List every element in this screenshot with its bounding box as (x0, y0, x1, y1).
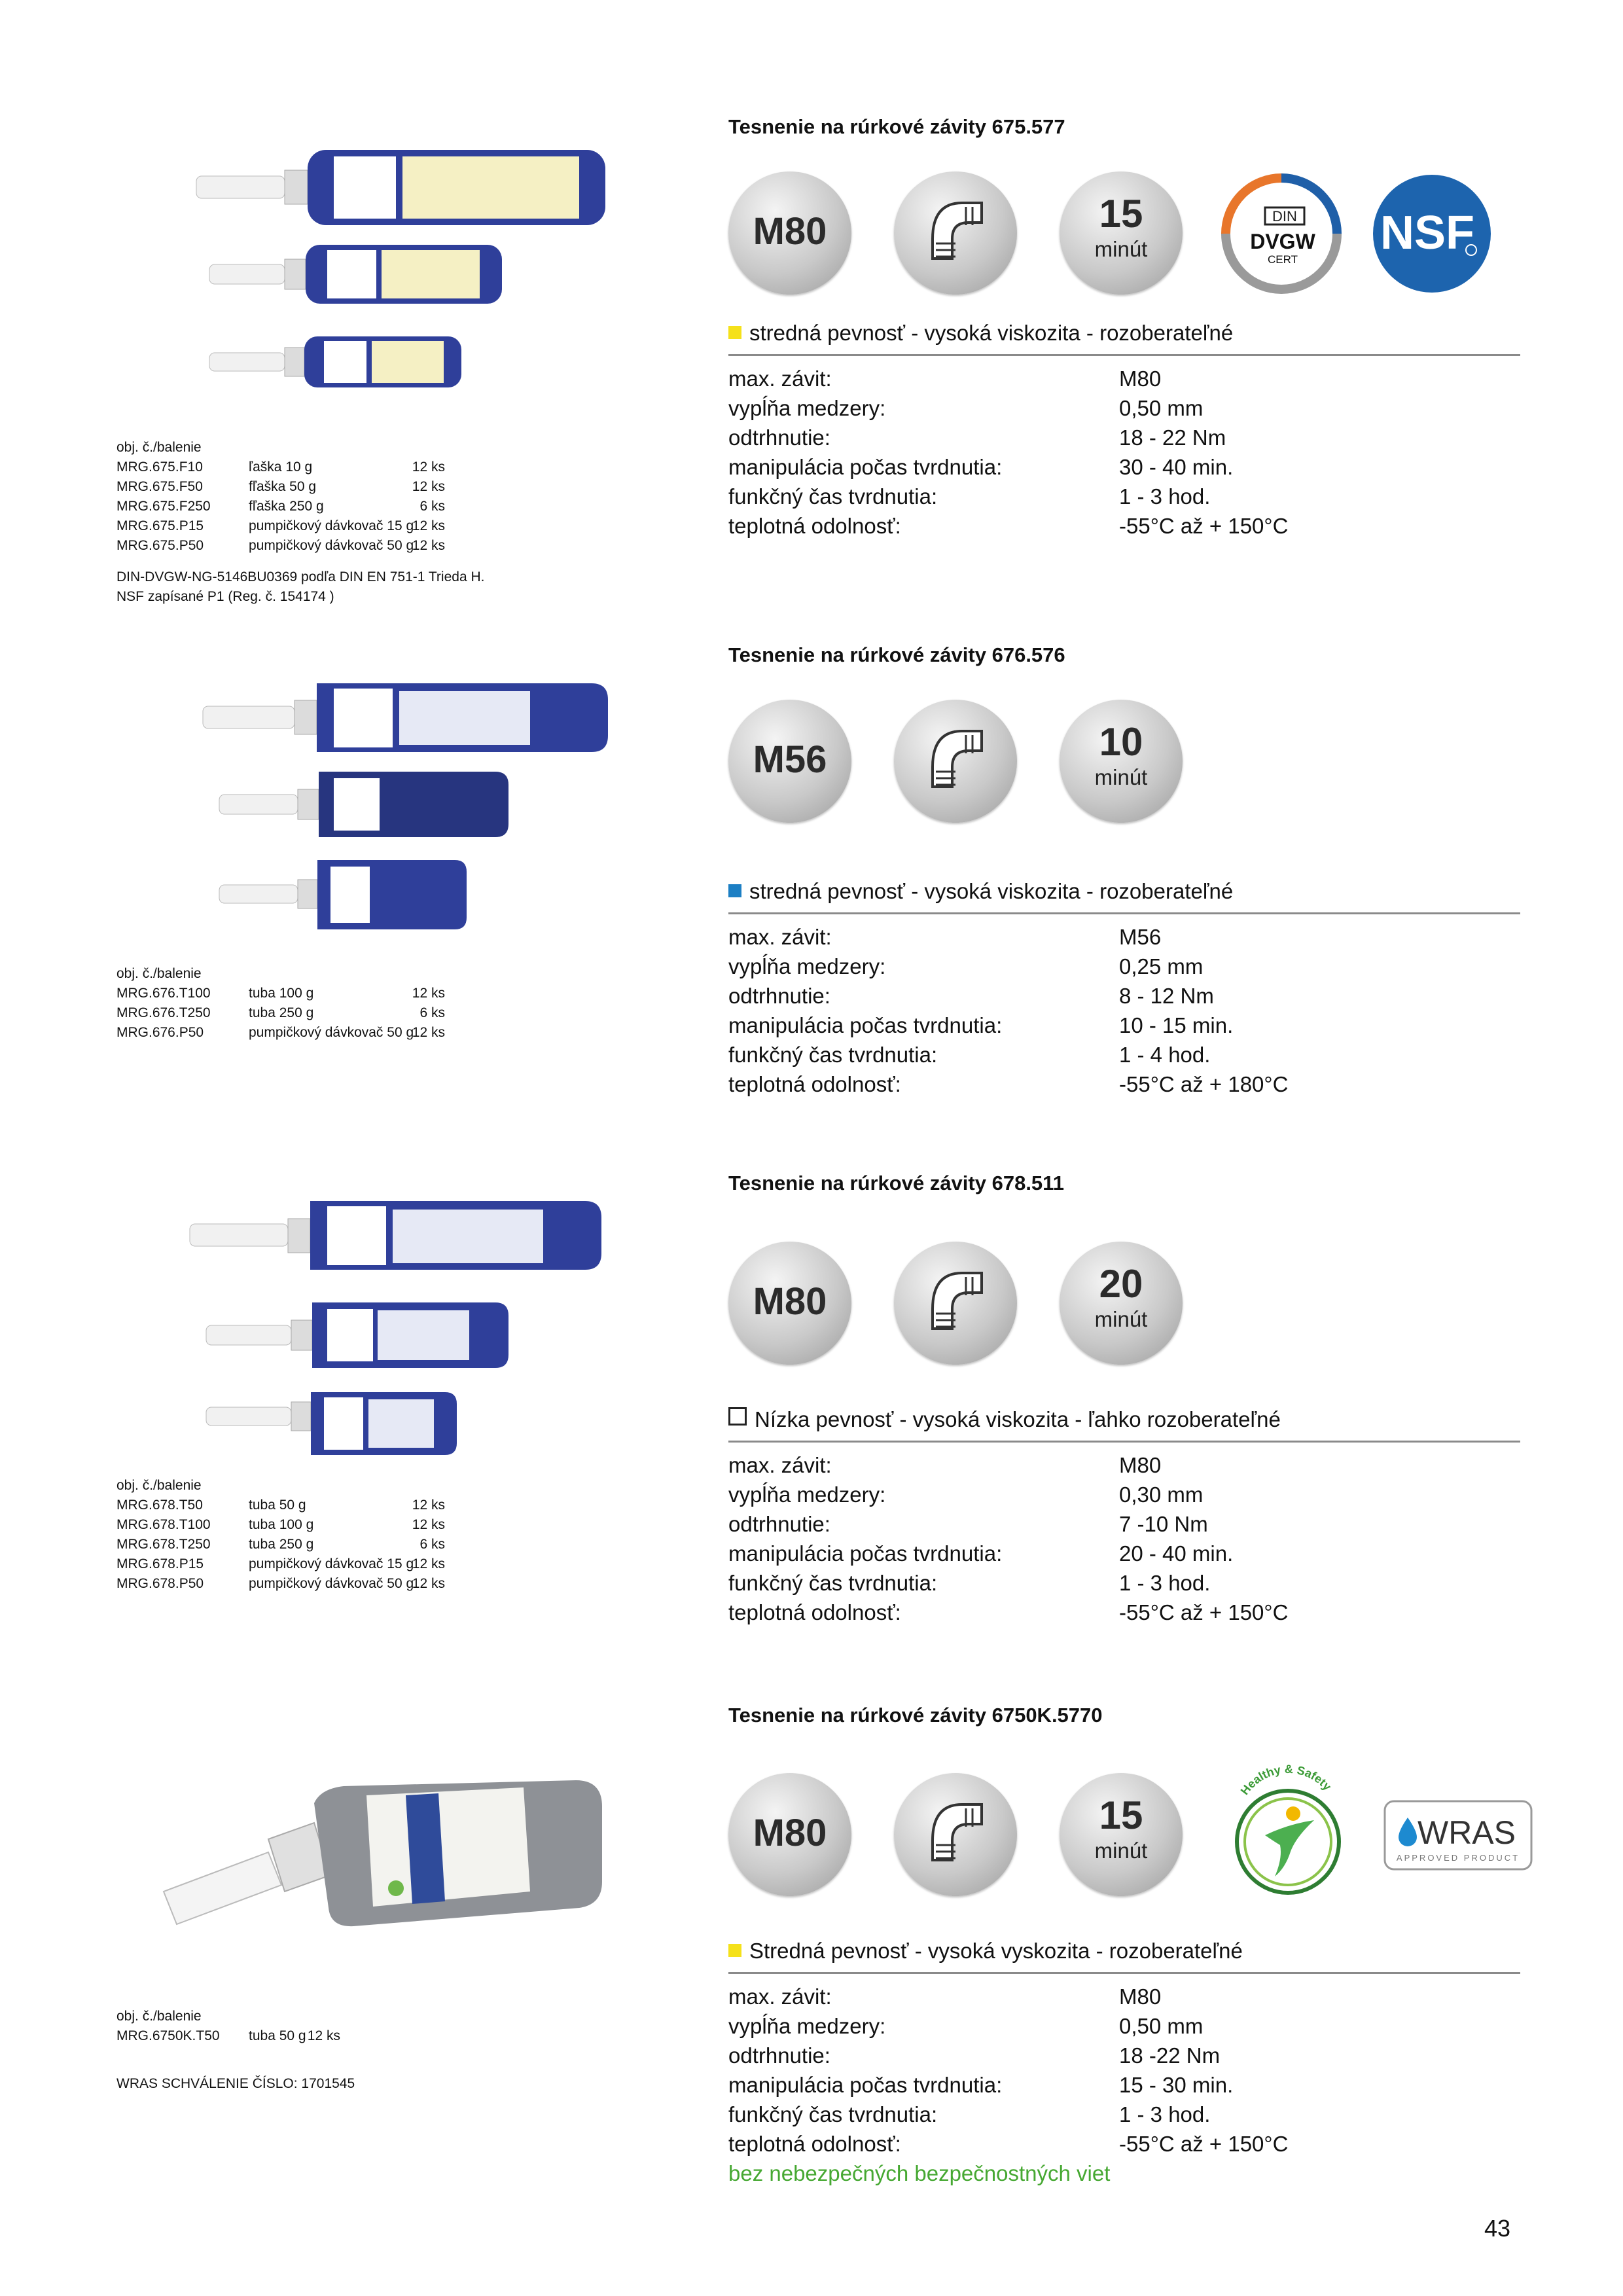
pipe-elbow-icon (894, 700, 1017, 823)
divider (728, 354, 1520, 356)
spec-row: vypĺňa medzery: 0,50 mm (728, 2014, 1204, 2038)
strength-line: Stredná pevnosť - vysoká vyskozita - rozoberateľné (728, 1939, 1243, 1964)
spec-row: max. závit: M80 (728, 1984, 1162, 2009)
product-bottles-image (187, 147, 612, 422)
spec-row: odtrhnutie: 18 - 22 Nm (728, 425, 1226, 450)
healthy-safety-logo (1222, 1760, 1353, 1897)
page-number: 43 (1484, 2215, 1511, 2242)
spec-row: vypĺňa medzery: 0,50 mm (728, 396, 1204, 420)
order-row: MRG.678.T50 tuba 50 g 12 ks (116, 1498, 445, 1513)
spec-table (728, 925, 1520, 1102)
spec-table (728, 1453, 1520, 1630)
divider (728, 1972, 1520, 1974)
svg-text:NSF: NSF (1380, 207, 1474, 259)
product-tubes-image (187, 1198, 612, 1460)
wras-logo (1383, 1799, 1533, 1871)
order-row: MRG.676.T250 tuba 250 g 6 ks (116, 1005, 445, 1020)
spec-row: vypĺňa medzery: 0,30 mm (728, 1482, 1204, 1507)
section-title: Tesnenie na rúrkové závity 676.576 (728, 643, 1065, 666)
svg-text:DVGW: DVGW (1250, 230, 1315, 253)
order-table (116, 966, 445, 1045)
spec-table (728, 367, 1520, 543)
thread-size-icon: M80 (728, 1773, 851, 1896)
order-row: MRG.678.P15 pumpičkový dávkovač 15 g 12 ks (116, 1556, 445, 1571)
spec-row: teplotná odolnosť: -55°C až + 150°C (728, 514, 1289, 538)
spec-row: funkčný čas tvrdnutia: 1 - 3 hod. (728, 2102, 1211, 2126)
hazard-free-note: bez nebezpečných bezpečnostných viet (728, 2161, 1111, 2185)
order-table (116, 440, 445, 558)
cure-time-icon: 15 minút (1060, 1773, 1183, 1896)
spec-row: odtrhnutie: 7 -10 Nm (728, 1512, 1208, 1536)
svg-text:DIN: DIN (1272, 208, 1297, 224)
spec-row: teplotná odolnosť: -55°C až + 150°C (728, 1600, 1289, 1624)
order-row: MRG.678.T250 tuba 250 g 6 ks (116, 1537, 445, 1552)
order-row: MRG.675.P50 pumpičkový dávkovač 50 g 12 ks (116, 538, 445, 553)
svg-text:CERT: CERT (1268, 253, 1298, 266)
divider (728, 1441, 1520, 1443)
spec-table (728, 1984, 1520, 2191)
spec-row: funkčný čas tvrdnutia: 1 - 3 hod. (728, 1571, 1211, 1595)
wras-approval-note: WRAS SCHVÁLENIE ČÍSLO: 1701545 (116, 2076, 355, 2091)
spec-row: vypĺňa medzery: 0,25 mm (728, 954, 1204, 978)
svg-text:Healthy & Safety: Healthy & Safety (1238, 1762, 1334, 1798)
order-row: MRG.675.F50 fľaška 50 g 12 ks (116, 479, 445, 494)
order-header: obj. č./balenie (116, 2009, 202, 2024)
spec-row: manipulácia počas tvrdnutia: 30 - 40 min. (728, 455, 1234, 479)
certification-note: DIN-DVGW-NG-5146BU0369 podľa DIN EN 751-1 Trieda H. (116, 569, 485, 584)
order-table (116, 2009, 340, 2048)
spec-row: manipulácia počas tvrdnutia: 10 - 15 min. (728, 1013, 1234, 1037)
certification-note: NSF zapísané P1 (Reg. č. 154174 ) (116, 589, 334, 604)
order-row: MRG.6750K.T50 tuba 50 g 12 ks (116, 2028, 340, 2043)
cure-time-icon: 10 minút (1060, 700, 1183, 823)
spec-row: max. závit: M80 (728, 1453, 1162, 1477)
nsf-logo (1370, 171, 1494, 296)
thread-size-icon: M56 (728, 700, 851, 823)
section-title: Tesnenie na rúrkové závity 6750K.5770 (728, 1704, 1103, 1727)
pipe-elbow-icon (894, 171, 1017, 295)
thread-size-icon: M80 (728, 171, 851, 295)
order-header: obj. č./balenie (116, 1478, 202, 1493)
product-tubes-image (200, 677, 612, 939)
spec-row: teplotná odolnosť: -55°C až + 180°C (728, 1072, 1289, 1096)
spec-row: manipulácia počas tvrdnutia: 20 - 40 min. (728, 1541, 1234, 1566)
cure-time-icon: 20 minút (1060, 1242, 1183, 1365)
spec-row: funkčný čas tvrdnutia: 1 - 4 hod. (728, 1043, 1211, 1067)
order-row: MRG.675.P15 pumpičkový dávkovač 15 g 12 ks (116, 518, 445, 533)
strength-color-square (728, 1944, 741, 1957)
order-header: obj. č./balenie (116, 966, 202, 981)
svg-text:WRAS: WRAS (1418, 1814, 1516, 1851)
din-dvgw-cert-logo (1219, 171, 1344, 296)
strength-color-square (728, 884, 741, 897)
pipe-elbow-icon (894, 1242, 1017, 1365)
order-row: MRG.675.F250 fľaška 250 g 6 ks (116, 499, 445, 514)
strength-color-square (728, 1407, 747, 1426)
order-row: MRG.676.T100 tuba 100 g 12 ks (116, 986, 445, 1001)
strength-color-square (728, 326, 741, 339)
product-bottle-image (157, 1777, 609, 1941)
thread-size-icon: M80 (728, 1242, 851, 1365)
order-row: MRG.676.P50 pumpičkový dávkovač 50 g 12 ks (116, 1025, 445, 1040)
order-row: MRG.675.F10 ľaška 10 g 12 ks (116, 459, 445, 475)
spec-row: teplotná odolnosť: -55°C až + 150°C (728, 2132, 1289, 2156)
spec-row: odtrhnutie: 8 - 12 Nm (728, 984, 1214, 1008)
section-title: Tesnenie na rúrkové závity 678.511 (728, 1172, 1064, 1194)
section-title: Tesnenie na rúrkové závity 675.577 (728, 115, 1065, 138)
spec-row: funkčný čas tvrdnutia: 1 - 3 hod. (728, 484, 1211, 509)
order-table (116, 1478, 445, 1596)
spec-row: max. závit: M80 (728, 367, 1162, 391)
svg-text:APPROVED PRODUCT: APPROVED PRODUCT (1396, 1853, 1520, 1863)
strength-line: stredná pevnosť - vysoká viskozita - rozoberateľné (728, 879, 1233, 904)
order-header: obj. č./balenie (116, 440, 202, 455)
cure-time-icon: 15 minút (1060, 171, 1183, 295)
spec-row: max. závit: M56 (728, 925, 1162, 949)
spec-row: odtrhnutie: 18 -22 Nm (728, 2043, 1221, 2068)
strength-line: stredná pevnosť - vysoká viskozita - rozoberateľné (728, 321, 1233, 346)
pipe-elbow-icon (894, 1773, 1017, 1896)
order-row: MRG.678.T100 tuba 100 g 12 ks (116, 1517, 445, 1532)
spec-row: manipulácia počas tvrdnutia: 15 - 30 min. (728, 2073, 1234, 2097)
divider (728, 912, 1520, 914)
order-row: MRG.678.P50 pumpičkový dávkovač 50 g 12 ks (116, 1576, 445, 1591)
strength-line: Nízka pevnosť - vysoká viskozita - ľahko rozoberateľné (728, 1407, 1281, 1432)
